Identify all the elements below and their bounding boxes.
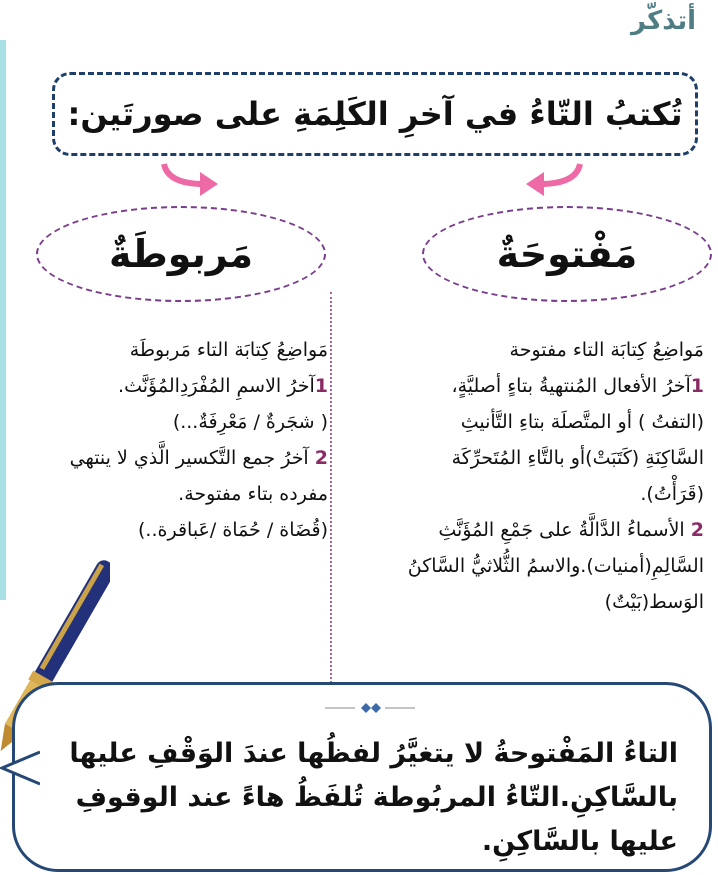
open-ta-line: (قَرَأْتُ).	[640, 483, 704, 505]
tied-ta-oval	[36, 206, 326, 302]
left-edge-strip	[0, 40, 6, 600]
tied-ta-num-2: 2	[314, 447, 328, 469]
ornament-icon	[325, 700, 415, 716]
open-ta-line: الوَسط(بَيْتٌ)	[604, 591, 704, 613]
open-ta-line: السَّاكِنَةِ (كَتَبَتْ)أو بالتَّاءِ المُتَحرِّكَة	[451, 447, 704, 469]
tied-ta-num-1: 1	[314, 375, 328, 397]
open-ta-label: مَفْتوحَةٌ	[496, 232, 638, 276]
open-ta-oval	[422, 206, 712, 302]
open-ta-line: 2 الأسماءُ الدَّالَّةُ على جَمْعِ المُؤَنَّثِ	[438, 519, 704, 541]
summary-text	[38, 732, 678, 864]
rule-title-box	[52, 72, 698, 156]
summary-line: بالسَّاكِنِ.التّاءُ المربُوطة تُلفَظُ هاءً عند الوقوفِ	[75, 782, 678, 813]
summary-line: التاءُ المَفْتوحةُ لا يتغيَّرُ لفظُها عندَ الوَقْفِ عليها	[69, 738, 678, 769]
tied-ta-line: 1آخرُ الاسمِ المُفْرَدِالمُؤَنَّث.	[118, 375, 328, 397]
section-heading: أتذكّر	[631, 6, 696, 36]
open-ta-heading: مَواضِعُ كِتابَة التاء مفتوحة	[509, 339, 704, 361]
tied-ta-heading: مَواضِعُ كِتابَة التاء مَربوطَة	[129, 339, 328, 361]
open-ta-line: 1آخرُ الأفعال المُنتهيةُ بتاءٍ أصليَّةٍ،	[451, 375, 704, 397]
open-ta-num-2: 2	[690, 519, 704, 541]
summary-line: عليها بالسَّاكِنِ.	[481, 826, 678, 857]
left-curved-arrow-icon	[156, 160, 226, 200]
speech-bubble-tail-icon	[0, 748, 40, 788]
tied-ta-line: 2 آخرُ جمع التَّكسير الَّذي لا ينتهي	[69, 447, 328, 469]
column-divider	[330, 292, 332, 687]
open-ta-column	[386, 332, 704, 620]
open-ta-line: (التفتُ ) أو المتَّصلَة بتاءِ التَّأنيثِ	[460, 411, 704, 433]
tied-ta-label: مَربوطَةٌ	[108, 232, 254, 276]
right-curved-arrow-icon	[518, 160, 588, 200]
tied-ta-line: (قُضَاة / حُمَاة /عَباقرة..)	[138, 519, 328, 541]
rule-title: تُكتبُ التّاءُ في آخرِ الكَلِمَةِ على صورتَين:	[67, 95, 683, 133]
tied-ta-column	[10, 332, 328, 548]
tied-ta-line: مفرده بتاء مفتوحة.	[178, 483, 328, 505]
open-ta-num-1: 1	[690, 375, 704, 397]
open-ta-line: السَّالِمِ(أمنيات).والاسمُ الثُّلاثيُّ السَّاكنُ	[407, 555, 704, 577]
tied-ta-line: ( شجَرةٌ / مَعْرِفَةٌ...)	[172, 411, 328, 433]
